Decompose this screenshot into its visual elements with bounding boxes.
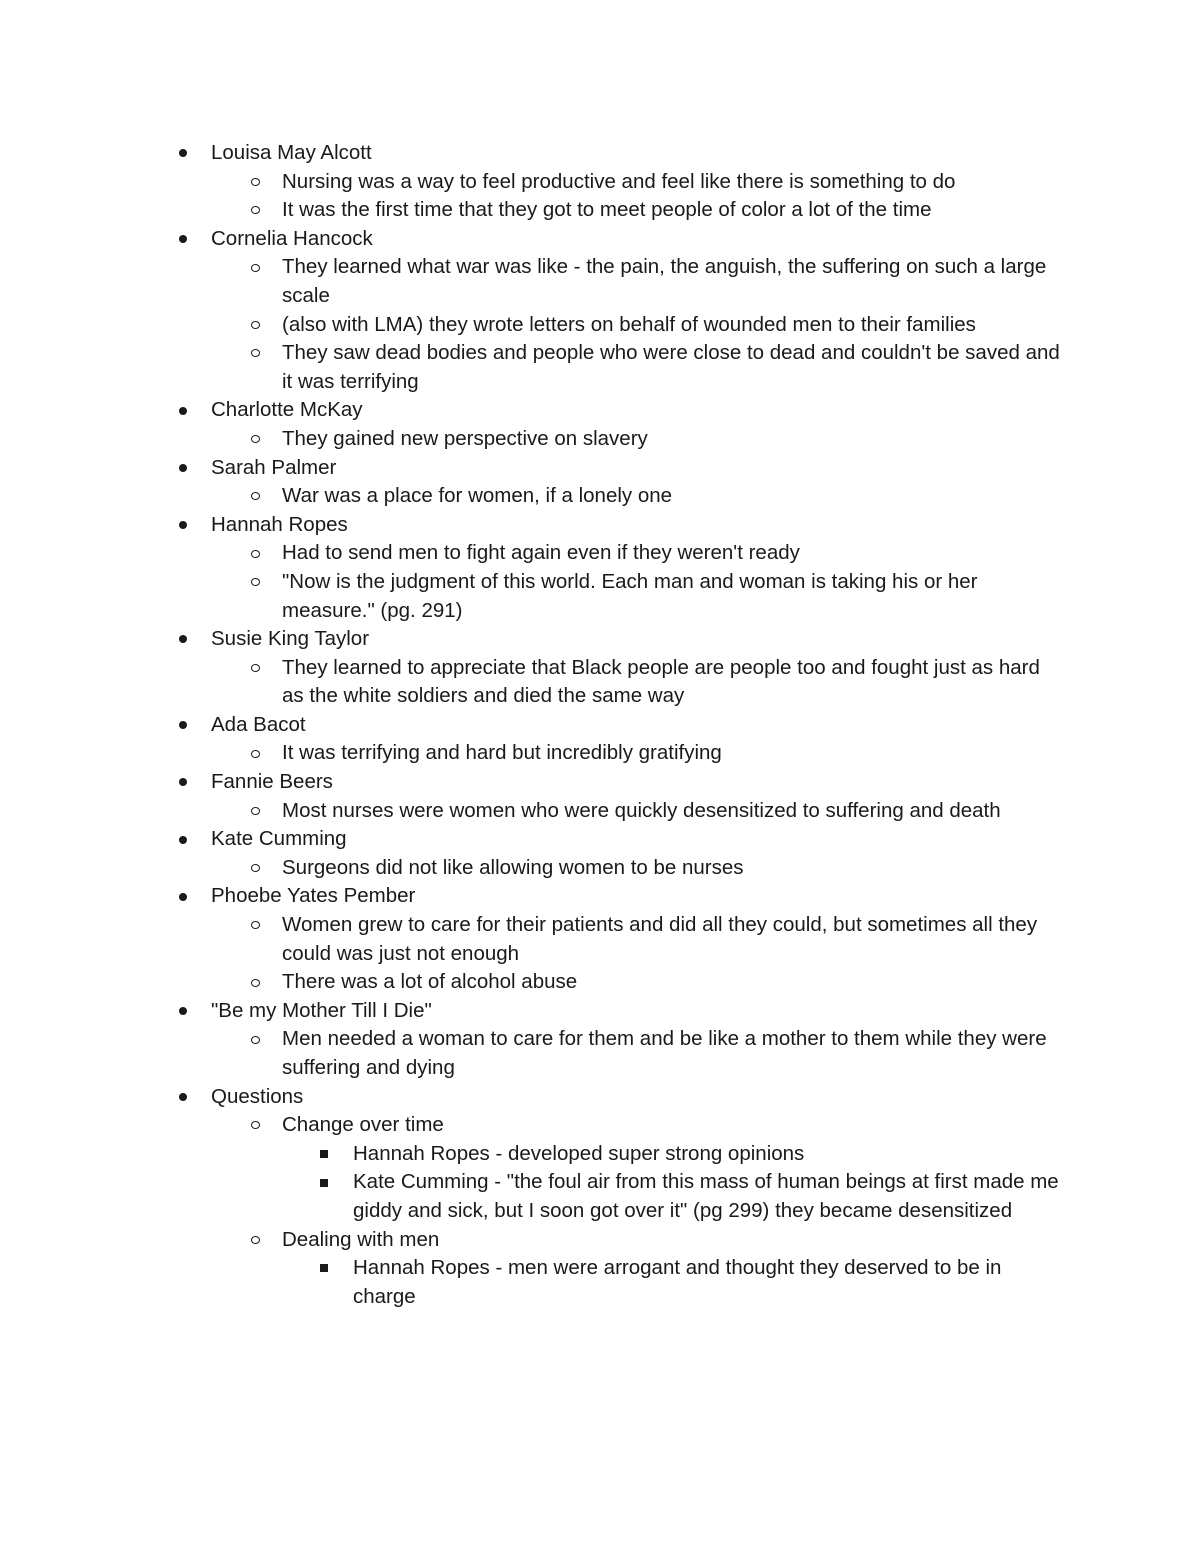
sub-list-item <box>0 1111 1200 1140</box>
sub-list-item <box>0 797 1200 826</box>
list-item-text: Susie King Taylor <box>211 627 370 651</box>
list-item-text: There was a lot of alcohol abuse <box>282 970 578 994</box>
list-item-text: "Now is the judgment of this world. Each man and woman is taking his or her measure." (pg. 291) <box>282 569 978 622</box>
bullet-square-icon <box>318 1254 330 1283</box>
bullet-circle-icon <box>249 1025 261 1054</box>
sub-list-item <box>0 311 1200 340</box>
list-item <box>0 396 1200 425</box>
list-item-text: Sarah Palmer <box>211 455 337 479</box>
list-item-text: Hannah Ropes <box>211 512 348 536</box>
bullet-circle-icon <box>249 739 261 768</box>
sub-list-item <box>0 196 1200 225</box>
list-item-text: Kate Cumming <box>211 827 347 851</box>
list-item-text: (also with LMA) they wrote letters on behalf of wounded men to their families <box>282 312 976 336</box>
document-page <box>0 139 1200 1311</box>
list-item-text: "Be my Mother Till I Die" <box>211 998 432 1022</box>
sub-sub-list-item <box>0 1168 1200 1225</box>
bullet-circle-icon <box>249 425 261 454</box>
sub-list-item <box>0 482 1200 511</box>
bullet-circle-icon <box>249 1226 261 1255</box>
list-item-text: Had to send men to fight again even if they weren't ready <box>282 541 800 565</box>
sub-list-item <box>0 568 1200 625</box>
sub-list-item <box>0 1226 1200 1255</box>
bullet-circle-icon <box>249 1111 261 1140</box>
bullet-square-icon <box>318 1168 330 1197</box>
sub-list-item <box>0 425 1200 454</box>
sub-sub-list-item <box>0 1254 1200 1311</box>
sub-list-item <box>0 911 1200 968</box>
bullet-disc-icon <box>177 711 189 740</box>
bullet-circle-icon <box>249 482 261 511</box>
bullet-circle-icon <box>249 311 261 340</box>
list-item-text: Surgeons did not like allowing women to be nurses <box>282 855 744 879</box>
list-item <box>0 997 1200 1026</box>
bullet-disc-icon <box>177 139 189 168</box>
list-item-text: It was terrifying and hard but incredibly gratifying <box>282 741 722 765</box>
sub-list-item <box>0 968 1200 997</box>
list-item-text: Dealing with men <box>282 1227 440 1251</box>
bullet-disc-icon <box>177 511 189 540</box>
sub-list-item <box>0 854 1200 883</box>
bullet-disc-icon <box>177 454 189 483</box>
list-item <box>0 454 1200 483</box>
sub-list-item <box>0 339 1200 396</box>
bullet-disc-icon <box>177 1083 189 1112</box>
bullet-circle-icon <box>249 539 261 568</box>
list-item-text: Louisa May Alcott <box>211 141 372 164</box>
sub-list-item <box>0 168 1200 197</box>
list-item-text: Change over time <box>282 1113 444 1137</box>
list-item-text: Kate Cumming - "the foul air from this mass of human beings at first made me giddy and sick, but I soon got over it" (pg 299) they became desensitized <box>353 1170 1059 1222</box>
list-item-text: Ada Bacot <box>211 712 306 736</box>
list-item-text: It was the first time that they got to meet people of color a lot of the time <box>282 198 932 222</box>
list-item-text: Hannah Ropes - developed super strong opinions <box>353 1141 805 1165</box>
bullet-circle-icon <box>249 253 261 282</box>
list-item-text: Cornelia Hancock <box>211 226 373 250</box>
bullet-disc-icon <box>177 825 189 854</box>
sub-sub-list-item <box>0 1140 1200 1169</box>
list-item-text: Most nurses were women who were quickly desensitized to suffering and death <box>282 798 1001 822</box>
sub-list-item <box>0 253 1200 310</box>
bullet-disc-icon <box>177 625 189 654</box>
bullet-square-icon <box>318 1140 330 1169</box>
list-item-text: Charlotte McKay <box>211 398 363 422</box>
bullet-circle-icon <box>249 854 261 883</box>
bullet-disc-icon <box>177 225 189 254</box>
bullet-circle-icon <box>249 168 261 197</box>
list-item-text: War was a place for women, if a lonely one <box>282 484 673 508</box>
list-item-text: Women grew to care for their patients and did all they could, but sometimes all they could was just not enough <box>282 913 1038 965</box>
list-item <box>0 139 1200 168</box>
bullet-circle-icon <box>249 968 261 997</box>
list-item-text: Fannie Beers <box>211 770 333 794</box>
bullet-disc-icon <box>177 768 189 797</box>
bullet-disc-icon <box>177 882 189 911</box>
list-item-text: Hannah Ropes - men were arrogant and thought they deserved to be in charge <box>353 1256 1002 1308</box>
list-item <box>0 825 1200 854</box>
bullet-disc-icon <box>177 396 189 425</box>
bullet-circle-icon <box>249 797 261 826</box>
list-item <box>0 225 1200 254</box>
list-item-text: They learned what war was like - the pain, the anguish, the suffering on such a large scale <box>282 255 1047 307</box>
list-item-text: Questions <box>211 1084 304 1108</box>
list-item <box>0 625 1200 654</box>
notes-outline <box>0 139 1200 1311</box>
sub-list-item <box>0 539 1200 568</box>
sub-list-item <box>0 1025 1200 1082</box>
list-item-text: Men needed a woman to care for them and be like a mother to them while they were suffering and dying <box>282 1027 1047 1079</box>
list-item <box>0 768 1200 797</box>
list-item-text: They learned to appreciate that Black people are people too and fought just as hard as the white soldiers and died the same way <box>282 655 1040 708</box>
bullet-circle-icon <box>249 196 261 225</box>
list-item-text: They saw dead bodies and people who were close to dead and couldn't be saved and it was terrifying <box>282 341 1060 393</box>
bullet-circle-icon <box>249 911 261 940</box>
list-item-text: They gained new perspective on slavery <box>282 426 648 450</box>
bullet-circle-icon <box>249 339 261 368</box>
bullet-circle-icon <box>249 568 261 597</box>
list-item-text: Nursing was a way to feel productive and feel like there is something to do <box>282 169 956 193</box>
list-item-text: Phoebe Yates Pember <box>211 884 416 908</box>
bullet-circle-icon <box>249 654 261 683</box>
list-item <box>0 711 1200 740</box>
sub-list-item <box>0 654 1200 711</box>
list-item <box>0 511 1200 540</box>
sub-list-item <box>0 739 1200 768</box>
bullet-disc-icon <box>177 997 189 1026</box>
list-item <box>0 882 1200 911</box>
list-item <box>0 1083 1200 1112</box>
